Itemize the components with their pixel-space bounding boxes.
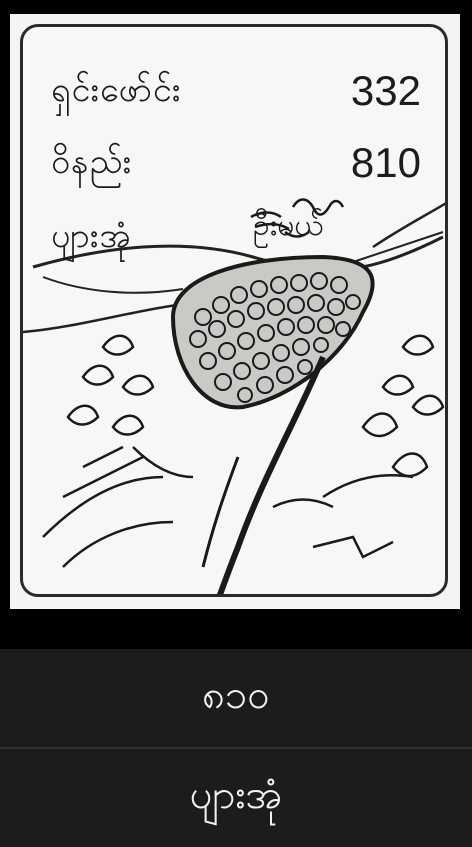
branch-stroke — [43, 277, 183, 293]
illustration-caption: ဦးမယ် — [253, 208, 324, 243]
card — [20, 24, 448, 597]
row-label-3: ပျားအုံ — [51, 216, 132, 256]
name-cell — [0, 749, 472, 847]
trunk-stroke — [203, 457, 238, 567]
name-text: ပျားအုံ — [189, 771, 283, 818]
leaves-left — [43, 336, 193, 567]
number-cell — [0, 649, 472, 747]
row-label-1: ရှင်းဖော်င်း — [51, 70, 182, 110]
card-image — [10, 14, 460, 609]
row-value-1: 332 — [350, 67, 421, 114]
row-label-2: ဝိနည်း — [51, 142, 133, 182]
number-text: ၈၁၀ — [202, 671, 270, 718]
row-value-2: 810 — [350, 139, 421, 186]
